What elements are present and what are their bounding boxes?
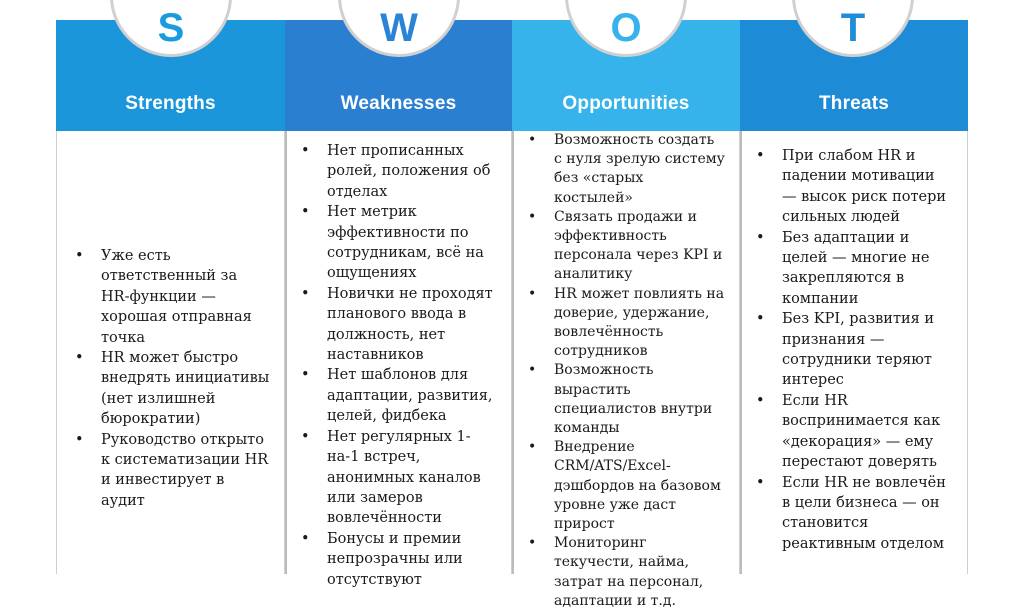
threats-list [754, 146, 953, 554]
weaknesses-letter: W [380, 6, 418, 50]
list-item: • Если HR не вовлечён в цели бизнеса — он становится реактивным отделом [754, 473, 953, 555]
list-item: • Нет прописанных ролей, положения об отделах [299, 141, 497, 202]
swot-column-strengths [56, 20, 285, 574]
list-item: • При слабом HR и падении мотивации — высок риск потери сильных людей [754, 146, 953, 228]
strengths-list [73, 246, 270, 511]
weaknesses-title: Weaknesses [340, 93, 457, 114]
opportunities-body [512, 131, 740, 609]
list-item: • Связать продажи и эффективность персонала через KPI и аналитику [526, 208, 725, 285]
threats-title: Threats [818, 93, 890, 114]
list-item: • HR может повлиять на доверие, удержание, вовлечённость сотрудников [526, 285, 725, 362]
list-item: • Без KPI, развития и признания — сотрудники теряют интерес [754, 309, 953, 391]
strengths-body [56, 131, 285, 574]
list-item: • Новички не проходят планового ввода в должность, нет наставников [299, 284, 497, 366]
list-item: • Возможность вырастить специалистов внутри команды [526, 361, 725, 438]
weaknesses-body [285, 131, 512, 588]
opportunities-title: Opportunities [562, 93, 690, 114]
threats-letter: T [840, 6, 866, 50]
list-item: • Если HR воспринимается как «декорация» — ему перестают доверять [754, 391, 953, 473]
weaknesses-list [299, 141, 497, 590]
swot-column-opportunities [512, 20, 740, 609]
list-item: • Нет метрик эффективности по сотрудникам, всё на ощущениях [299, 202, 497, 284]
list-item: • Руководство открыто к систематизации HR и инвестирует в аудит [73, 430, 270, 512]
list-item: • Уже есть ответственный за HR-функции — хорошая отправная точка [73, 246, 270, 348]
strengths-letter: S [157, 6, 185, 50]
list-item: • Без адаптации и целей — многие не закрепляются в компании [754, 228, 953, 310]
opportunities-letter: O [610, 6, 642, 50]
threats-body [740, 131, 968, 574]
list-item: • Внедрение CRM/ATS/Excel-дэшбордов на базовом уровне уже даст прирост [526, 438, 725, 534]
list-item: • HR может быстро внедрять инициативы (нет излишней бюрократии) [73, 348, 270, 430]
list-item: • Мониторинг текучести, найма, затрат на персонал, адаптации и т.д. [526, 534, 725, 611]
list-item: • Нет регулярных 1-на-1 встреч, анонимных каналов или замеров вовлечённости [299, 427, 497, 529]
swot-column-threats [740, 20, 968, 574]
list-item: • Нет шаблонов для адаптации, развития, целей, фидбека [299, 365, 497, 426]
opportunities-list [526, 131, 725, 611]
strengths-title: Strengths [125, 93, 216, 114]
list-item: • Возможность создать с нуля зрелую систему без «старых костылей» [526, 131, 725, 208]
list-item: • Бонусы и премии непрозрачны или отсутствуют [299, 529, 497, 590]
swot-column-weaknesses [285, 20, 512, 588]
